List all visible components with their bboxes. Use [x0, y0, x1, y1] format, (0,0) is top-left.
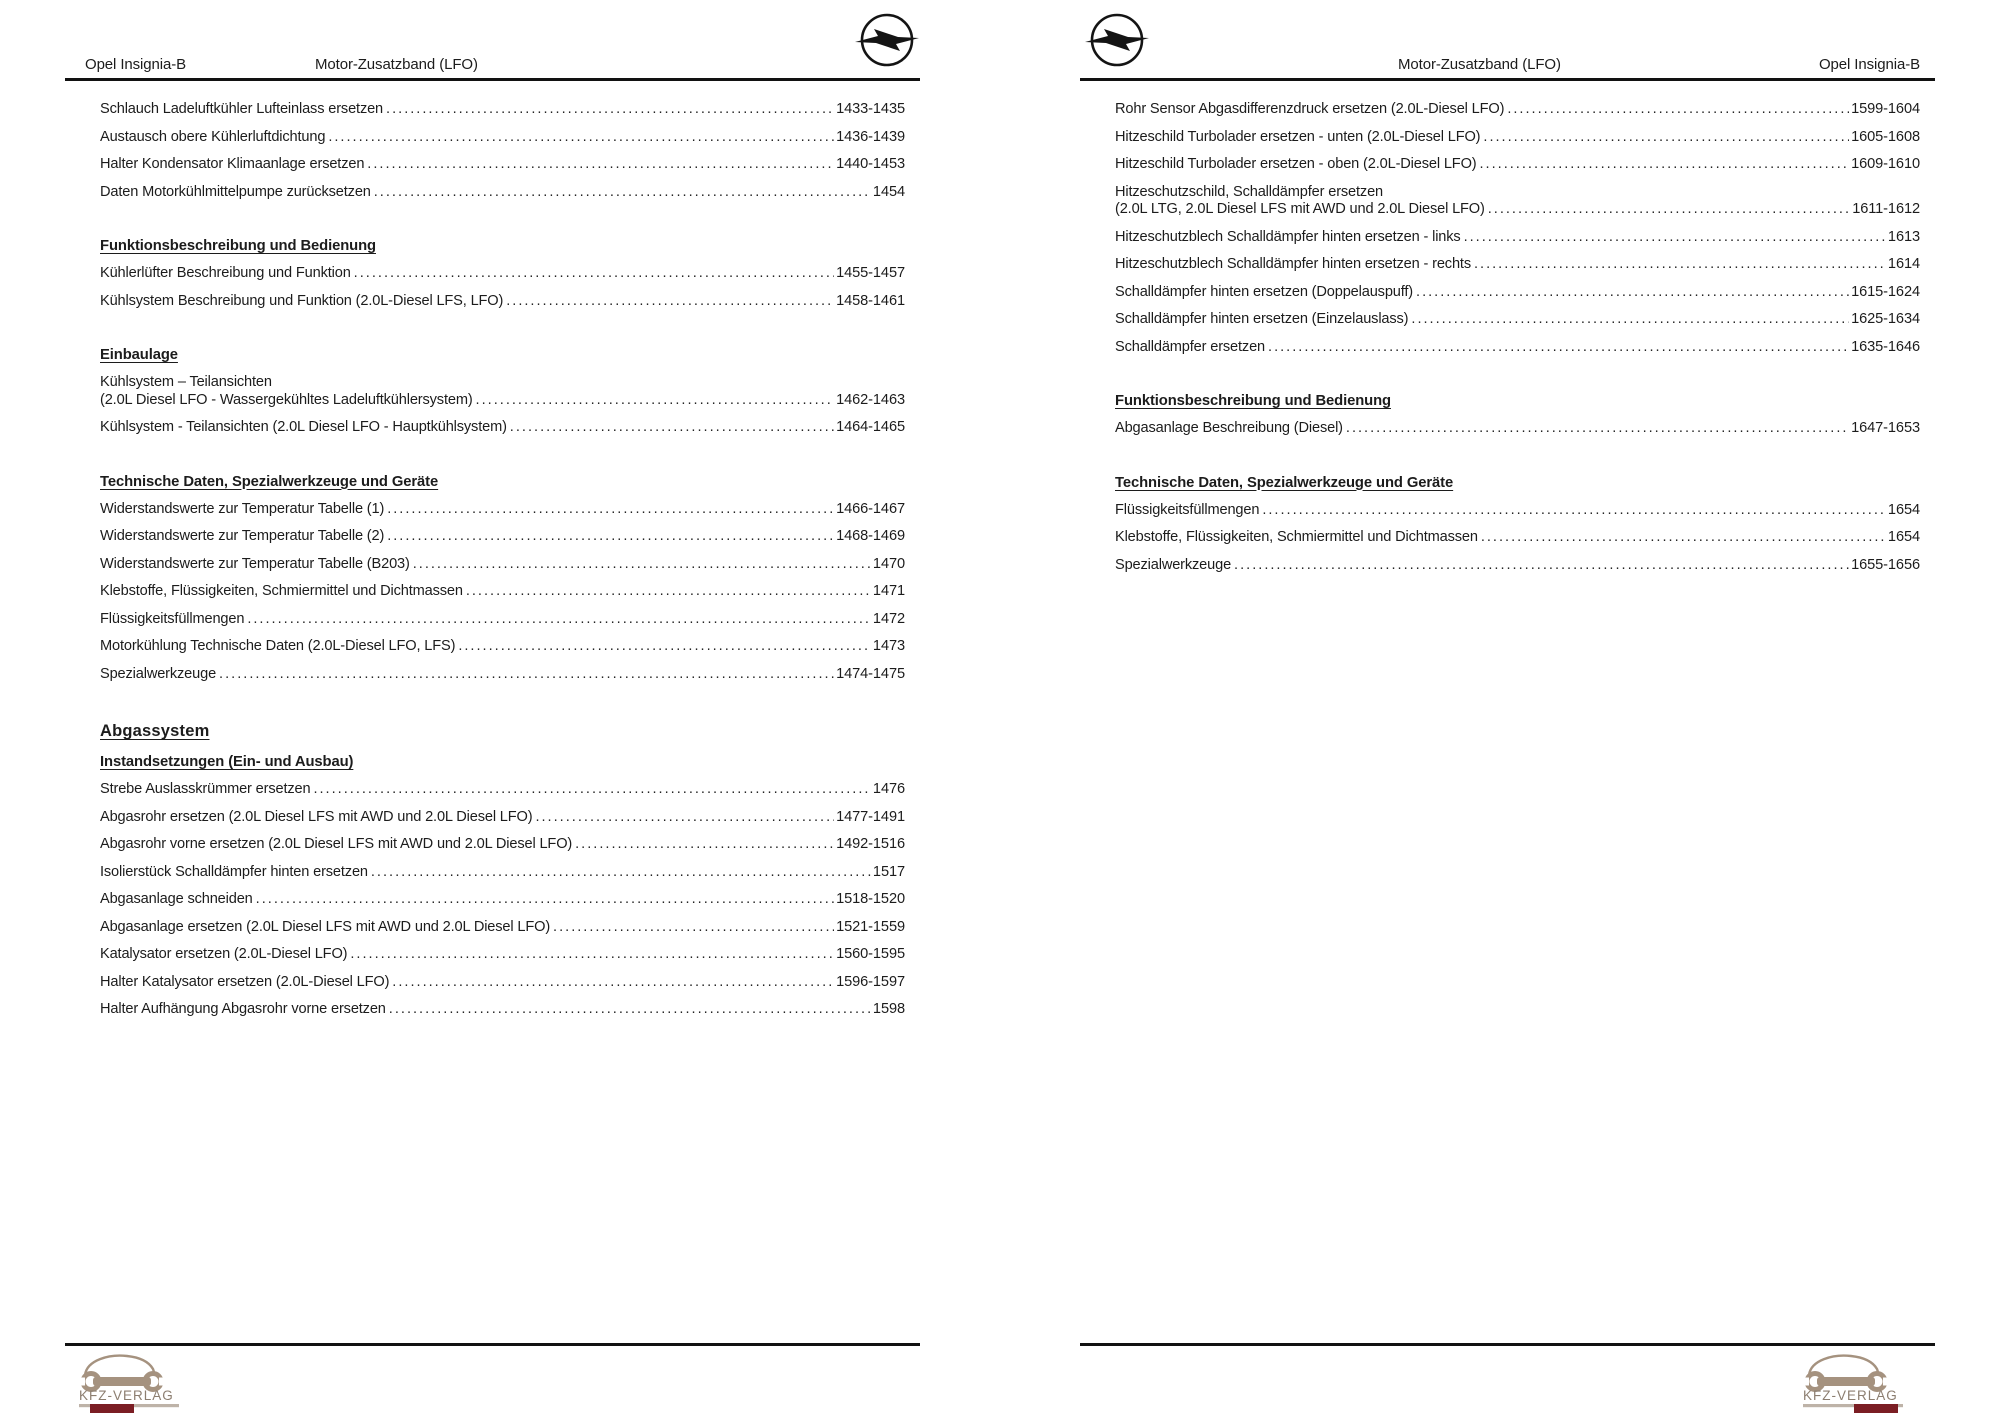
toc-dot-leader [466, 583, 871, 601]
toc-page-number: 1474-1475 [836, 665, 905, 682]
toc-dot-leader [1268, 339, 1849, 357]
toc-entry [100, 374, 905, 409]
toc-entry-title: Halter Aufhängung Abgasrohr vorne ersetzen [100, 1001, 386, 1017]
toc-dot-leader [354, 265, 834, 283]
toc-entry [100, 419, 905, 437]
toc-entry [100, 809, 905, 827]
toc-page-number: 1477-1491 [836, 808, 905, 825]
toc-entry [100, 528, 905, 546]
header-volume-label: Motor-Zusatzband (LFO) [1398, 56, 1561, 73]
toc-entry [100, 129, 905, 147]
header-model-label: Opel Insignia-B [1818, 56, 1920, 73]
toc-page-number: 1654 [1887, 501, 1920, 518]
toc-entry [1115, 184, 1920, 219]
toc-subsection-heading: Einbaulage [100, 347, 178, 363]
toc-page-number: 1462-1463 [836, 391, 905, 408]
toc-entry-title: Widerstandswerte zur Temperatur Tabelle (1) [100, 500, 385, 517]
toc-entry [1115, 502, 1920, 520]
toc-dot-leader [1234, 557, 1849, 575]
red-page-marker [1854, 1404, 1898, 1413]
toc-page-number: 1560-1595 [836, 946, 905, 962]
toc-page-number: 1472 [872, 610, 905, 627]
toc-dot-leader [1507, 101, 1849, 119]
toc-entry-title: Schalldämpfer hinten ersetzen (Doppelauspuff) [1115, 283, 1414, 300]
toc-entry [1115, 129, 1920, 147]
toc-entry [1115, 339, 1920, 357]
toc-page-number: 1609-1610 [1851, 156, 1920, 172]
toc-entry-title: Hitzeschild Turbolader ersetzen - oben (2.0L-Diesel LFO) [1115, 156, 1477, 172]
toc-entry-title: Widerstandswerte zur Temperatur Tabelle (2) [100, 528, 385, 544]
toc-entry-title: Austausch obere Kühlerluftdichtung [100, 128, 326, 145]
toc-dot-leader [389, 1001, 871, 1019]
toc-dot-leader [1479, 156, 1849, 174]
page-right [1080, 0, 1935, 1413]
toc-entry-title: Motorkühlung Technische Daten (2.0L-Diesel LFO, LFS) [100, 638, 456, 654]
toc-entry [100, 666, 905, 684]
toc-page-number: 1614 [1887, 256, 1920, 272]
toc-entry [100, 293, 905, 311]
toc-entry-title: Abgasanlage schneiden [100, 891, 253, 907]
kfz-verlag-logo [1801, 1350, 1933, 1412]
toc-dot-leader [374, 184, 871, 202]
toc-dot-leader [371, 864, 871, 882]
toc-entry-title: Abgasrohr vorne ersetzen (2.0L Diesel LFS mit AWD und 2.0L Diesel LFO) [100, 836, 573, 852]
toc-entry [100, 974, 905, 992]
toc-dot-leader [1488, 201, 1850, 219]
toc-entry-title: Spezialwerkzeuge [1115, 556, 1232, 573]
toc-dot-leader [553, 919, 834, 937]
toc-dot-leader [575, 836, 834, 854]
toc-entry [100, 919, 905, 937]
toc-page-number: 1518-1520 [836, 891, 905, 907]
toc-entry-title: Hitzeschutzblech Schalldämpfer hinten ersetzen - links [1115, 228, 1461, 245]
toc-entry [100, 101, 905, 119]
toc-page-number: 1476 [872, 781, 905, 797]
toc-page-number: 1655-1656 [1851, 556, 1920, 573]
toc-entry [100, 836, 905, 854]
toc-subsection-heading: Instandsetzungen (Ein- und Ausbau) [100, 754, 354, 770]
toc-page-number: 1458-1461 [836, 292, 905, 309]
toc-page-number: 1470 [872, 555, 905, 572]
toc-entry [1115, 229, 1920, 247]
toc-page-number: 1466-1467 [836, 500, 905, 517]
toc-dot-leader [247, 611, 871, 629]
toc-page-number: 1521-1559 [836, 918, 905, 935]
toc-dot-leader [1416, 284, 1849, 302]
toc-entry [100, 501, 905, 519]
toc-dot-leader [219, 666, 834, 684]
header-volume-label: Motor-Zusatzband (LFO) [315, 56, 478, 73]
toc-entry [1115, 311, 1920, 329]
toc-entry-title: Abgasanlage Beschreibung (Diesel) [1115, 420, 1343, 436]
toc-dot-leader [1474, 256, 1886, 274]
kfz-verlag-logo [77, 1350, 209, 1412]
toc-page-number: 1464-1465 [836, 419, 905, 435]
opel-logo [1084, 10, 1150, 70]
toc-page-number: 1647-1653 [1851, 420, 1920, 436]
toc-page-number: 1613 [1887, 228, 1920, 245]
toc-entry [100, 265, 905, 283]
table-of-contents [1115, 101, 1920, 584]
toc-dot-leader [313, 781, 870, 799]
toc-entry [100, 638, 905, 656]
table-of-contents [100, 101, 905, 1029]
toc-subsection-heading: Technische Daten, Spezialwerkzeuge und Geräte [100, 473, 439, 490]
toc-dot-leader [476, 392, 835, 410]
header-model-label: Opel Insignia-B [85, 56, 187, 73]
kfz-verlag-wordmark: KFZ-VERLAG [79, 1388, 174, 1403]
toc-entry-title: Flüssigkeitsfüllmengen [1115, 501, 1260, 518]
toc-entry [1115, 529, 1920, 547]
page-header [1080, 0, 1935, 81]
toc-dot-leader [256, 891, 834, 909]
page-footer [65, 1343, 920, 1416]
toc-entry-title: Schlauch Ladeluftkühler Lufteinlass ersetzen [100, 101, 384, 117]
toc-entry-title: Isolierstück Schalldämpfer hinten ersetzen [100, 863, 368, 880]
toc-dot-leader [1483, 129, 1849, 147]
toc-section-heading: Abgassystem [100, 722, 210, 740]
toc-page-number: 1654 [1887, 529, 1920, 545]
toc-page-number: 1605-1608 [1851, 128, 1920, 145]
toc-page-number: 1635-1646 [1851, 338, 1920, 355]
kfz-verlag-wordmark: KFZ-VERLAG [1803, 1388, 1898, 1403]
page-footer [1080, 1343, 1935, 1416]
toc-entry [100, 946, 905, 964]
toc-entry-title: Kühlsystem Beschreibung und Funktion (2.0L-Diesel LFS, LFO) [100, 292, 504, 309]
toc-page-number: 1517 [872, 863, 905, 880]
toc-dot-leader [367, 156, 834, 174]
toc-page-number: 1615-1624 [1851, 283, 1920, 300]
toc-entry-title: Widerstandswerte zur Temperatur Tabelle (B203) [100, 555, 410, 572]
toc-dot-leader [458, 638, 871, 656]
toc-subsection-heading: Funktionsbeschreibung und Bedienung [100, 238, 376, 254]
toc-entry-title: Flüssigkeitsfüllmengen [100, 610, 245, 627]
toc-dot-leader [1464, 229, 1886, 247]
toc-entry-title: Halter Kondensator Klimaanlage ersetzen [100, 156, 365, 172]
toc-page-number: 1455-1457 [836, 265, 905, 281]
toc-dot-leader [386, 101, 834, 119]
toc-entry-title: Strebe Auslasskrümmer ersetzen [100, 781, 311, 797]
toc-entry [1115, 256, 1920, 274]
toc-dot-leader [1262, 502, 1886, 520]
toc-entry [100, 781, 905, 799]
toc-entry [1115, 557, 1920, 575]
toc-entry-title: Halter Katalysator ersetzen (2.0L-Diesel LFO) [100, 973, 390, 990]
toc-entry-title: Kühlsystem – Teilansichten (2.0L Diesel LFO - Wassergekühltes Ladeluftkühlersystem) [100, 374, 473, 408]
toc-entry [100, 611, 905, 629]
toc-entry-title: Hitzeschutzblech Schalldämpfer hinten ersetzen - rechts [1115, 256, 1471, 272]
toc-entry [1115, 156, 1920, 174]
toc-entry [100, 556, 905, 574]
toc-subsection-heading: Funktionsbeschreibung und Bedienung [1115, 393, 1391, 409]
toc-dot-leader [413, 556, 871, 574]
toc-entry-title: Abgasrohr ersetzen (2.0L Diesel LFS mit AWD und 2.0L Diesel LFO) [100, 808, 533, 825]
toc-dot-leader [387, 528, 834, 546]
toc-entry [100, 184, 905, 202]
toc-page-number: 1492-1516 [836, 836, 905, 852]
toc-entry-title: Schalldämpfer ersetzen [1115, 338, 1266, 355]
toc-page-number: 1454 [872, 183, 905, 200]
toc-page-number: 1440-1453 [836, 156, 905, 172]
toc-page-number: 1599-1604 [1851, 101, 1920, 117]
toc-page-number: 1473 [872, 638, 905, 654]
toc-page-number: 1471 [872, 583, 905, 599]
toc-dot-leader [535, 809, 834, 827]
toc-entry-title: Hitzeschild Turbolader ersetzen - unten (2.0L-Diesel LFO) [1115, 128, 1481, 145]
toc-entry-title: Schalldämpfer hinten ersetzen (Einzelauslass) [1115, 311, 1409, 327]
toc-entry [1115, 284, 1920, 302]
toc-entry [100, 583, 905, 601]
toc-dot-leader [1411, 311, 1849, 329]
opel-logo [854, 10, 920, 70]
toc-dot-leader [1346, 420, 1849, 438]
toc-dot-leader [328, 129, 834, 147]
toc-entry-title: Hitzeschutzschild, Schalldämpfer ersetzen (2.0L LTG, 2.0L Diesel LFS mit AWD und 2.0L Diesel LFO) [1115, 183, 1485, 217]
toc-entry-title: Rohr Sensor Abgasdifferenzdruck ersetzen (2.0L-Diesel LFO) [1115, 101, 1505, 117]
toc-page-number: 1433-1435 [836, 101, 905, 117]
toc-entry [100, 864, 905, 882]
toc-page-number: 1468-1469 [836, 528, 905, 544]
toc-entry-title: Abgasanlage ersetzen (2.0L Diesel LFS mit AWD und 2.0L Diesel LFO) [100, 918, 551, 935]
toc-dot-leader [387, 501, 834, 519]
toc-entry-title: Daten Motorkühlmittelpumpe zurücksetzen [100, 183, 371, 200]
toc-entry [100, 156, 905, 174]
toc-dot-leader [506, 293, 834, 311]
toc-entry-title: Spezialwerkzeuge [100, 665, 217, 682]
toc-dot-leader [510, 419, 834, 437]
toc-entry [1115, 101, 1920, 119]
toc-entry-title: Klebstoffe, Flüssigkeiten, Schmiermittel und Dichtmassen [1115, 529, 1478, 545]
toc-subsection-heading: Technische Daten, Spezialwerkzeuge und Geräte [1115, 474, 1454, 491]
toc-entry [100, 1001, 905, 1019]
toc-page-number: 1611-1612 [1852, 201, 1920, 217]
toc-page-number: 1596-1597 [836, 973, 905, 990]
toc-entry-title: Kühlsystem - Teilansichten (2.0L Diesel LFO - Hauptkühlsystem) [100, 419, 507, 435]
toc-entry-title: Katalysator ersetzen (2.0L-Diesel LFO) [100, 946, 348, 962]
toc-page-number: 1598 [872, 1001, 905, 1017]
toc-entry-title: Kühlerlüfter Beschreibung und Funktion [100, 265, 351, 281]
toc-page-number: 1436-1439 [836, 128, 905, 145]
toc-entry [1115, 420, 1920, 438]
toc-entry-title: Klebstoffe, Flüssigkeiten, Schmiermittel und Dichtmassen [100, 583, 463, 599]
toc-page-number: 1625-1634 [1851, 311, 1920, 327]
red-page-marker [90, 1404, 134, 1413]
toc-dot-leader [1481, 529, 1886, 547]
toc-dot-leader [350, 946, 834, 964]
toc-dot-leader [392, 974, 834, 992]
toc-entry [100, 891, 905, 909]
page-left [65, 0, 920, 1413]
page-header [65, 0, 920, 81]
